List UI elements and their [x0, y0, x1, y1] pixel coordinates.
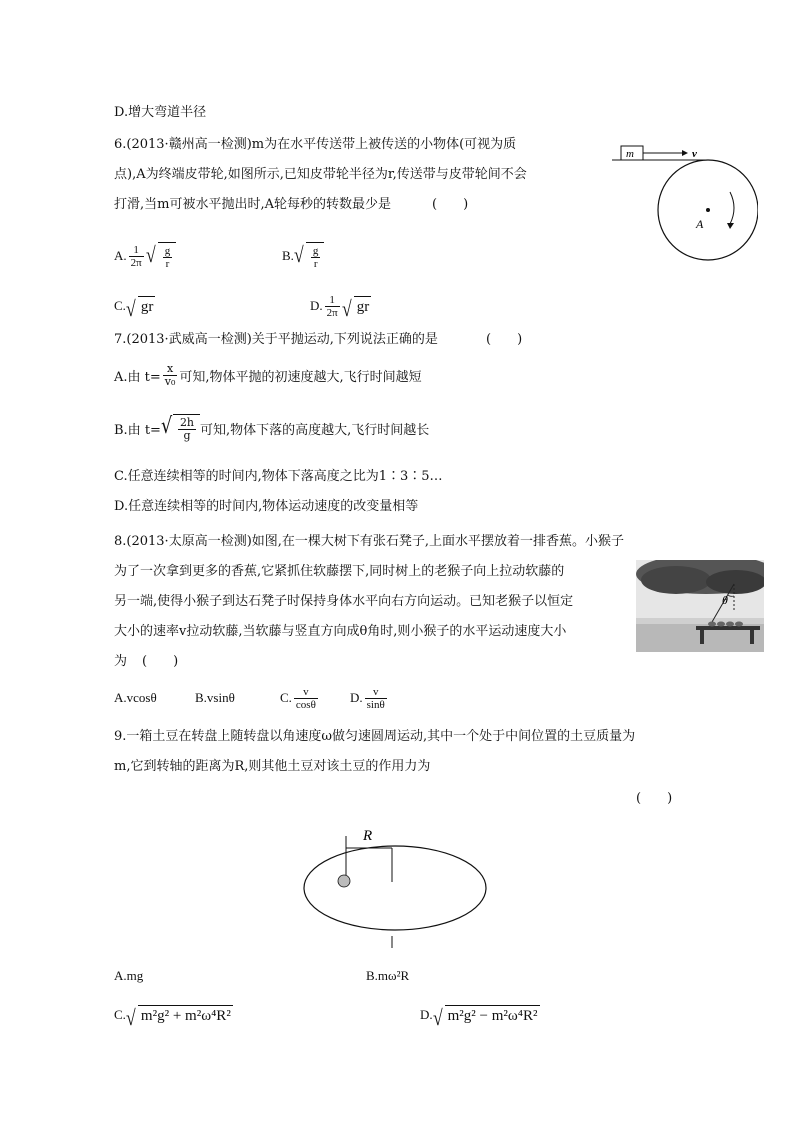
q8-answer-paren: ( )	[142, 654, 179, 669]
q8-option-b: B.vsinθ	[195, 690, 235, 705]
q6-figure-m-label: m	[626, 148, 634, 160]
q8-stem-line3: 另一端,使得小猴子到达石凳子时保持身体水平向右方向运动。已知老猴子以恒定	[114, 594, 574, 609]
q5-option-d: D.增大弯道半径	[114, 105, 207, 120]
q9-stem-line2: m,它到转轴的距离为R,则其他土豆对该土豆的作用力为	[114, 759, 431, 774]
q6-option-b: B. √ $\frac{g}{r}$	[282, 236, 324, 276]
q7-option-c: C.任意连续相等的时间内,物体下落高度之比为1∶3∶5…	[114, 469, 443, 484]
q9-turntable-figure	[300, 820, 494, 952]
q9-option-d: D. √ m²g² − m²ω⁴R²	[420, 1005, 538, 1030]
q6-option-c: C. √ gr	[114, 296, 154, 321]
q7-stem: 7.(2013·武威高一检测)关于平抛运动,下列说法正确的是	[114, 332, 438, 347]
q6-figure-v-label: v	[692, 148, 697, 160]
q6-pulley-figure	[608, 140, 758, 266]
q7-option-a: A.由 t= $\frac{x}{\text{v₀}}$ 可知,物体平抛的初速度越大,飞行时间越短	[114, 361, 422, 388]
q9-figure-r-label: R	[363, 828, 373, 844]
q6-stem-line3: 打滑,当m可被水平抛出时,A轮每秒的转数最少是	[114, 197, 391, 212]
q7-answer-paren: ( )	[486, 332, 523, 347]
q6-answer-paren: ( )	[432, 197, 469, 212]
q8-stem-line5: 为	[114, 654, 128, 669]
q6-option-d: D. $\frac{1}{2\pi}$ √ gr	[310, 293, 370, 321]
q6-figure-a-label: A	[696, 217, 704, 231]
q9-option-b: B.mω²R	[366, 968, 410, 983]
q8-stem-line1: 8.(2013·太原高一检测)如图,在一棵大树下有张石凳子,上面水平摆放着一排香蕉。小猴子	[114, 534, 625, 549]
q7-option-d: D.任意连续相等的时间内,物体运动速度的改变量相等	[114, 499, 419, 514]
stone-bench	[696, 626, 760, 630]
q6-stem-line2: 点),A为终端皮带轮,如图所示,已知皮带轮半径为r,传送带与皮带轮间不会	[114, 167, 527, 182]
turntable-ellipse	[304, 846, 486, 930]
q8-option-c: C. $\frac{v}{\cos\theta}$	[280, 685, 316, 711]
q6-stem-line1: 6.(2013·赣州高一检测)m为在水平传送带上被传送的小物体(可视为质	[114, 137, 517, 152]
q7-option-b: B.由 t= √ $\frac{2h}{g}$ 可知,物体下落的高度越大,飞行时间越长	[114, 414, 430, 442]
q8-stem-line2: 为了一次拿到更多的香蕉,它紧抓住软藤摆下,同时树上的老猴子向上拉动软藤的	[114, 564, 565, 579]
q9-answer-paren: ( )	[636, 791, 673, 806]
q9-stem-line1: 9.一箱土豆在转盘上随转盘以角速度ω做匀速圆周运动,其中一个处于中间位置的土豆质量为	[114, 729, 636, 744]
potato-ball	[338, 875, 350, 887]
q8-figure-theta-label: θ	[722, 593, 728, 607]
arrow-head-icon	[682, 150, 688, 156]
q8-option-a: A.vcosθ	[114, 690, 157, 705]
pulley-center-dot	[706, 208, 710, 212]
q8-stem-line4: 大小的速率v拉动软藤,当软藤与竖直方向成θ角时,则小猴子的水平运动速度大小	[114, 624, 567, 639]
q8-option-d: D. $\frac{v}{\sin\theta}$	[350, 685, 385, 711]
q8-tree-photo	[636, 560, 764, 652]
q9-option-c: C. √ m²g² + m²ω⁴R²	[114, 1005, 231, 1030]
rotation-arrow-icon	[730, 192, 734, 224]
q6-option-a: A. $\frac{1}{2\pi}$ √ $\frac{g}{r}$	[114, 236, 176, 276]
q9-option-a: A.mg	[114, 968, 144, 983]
